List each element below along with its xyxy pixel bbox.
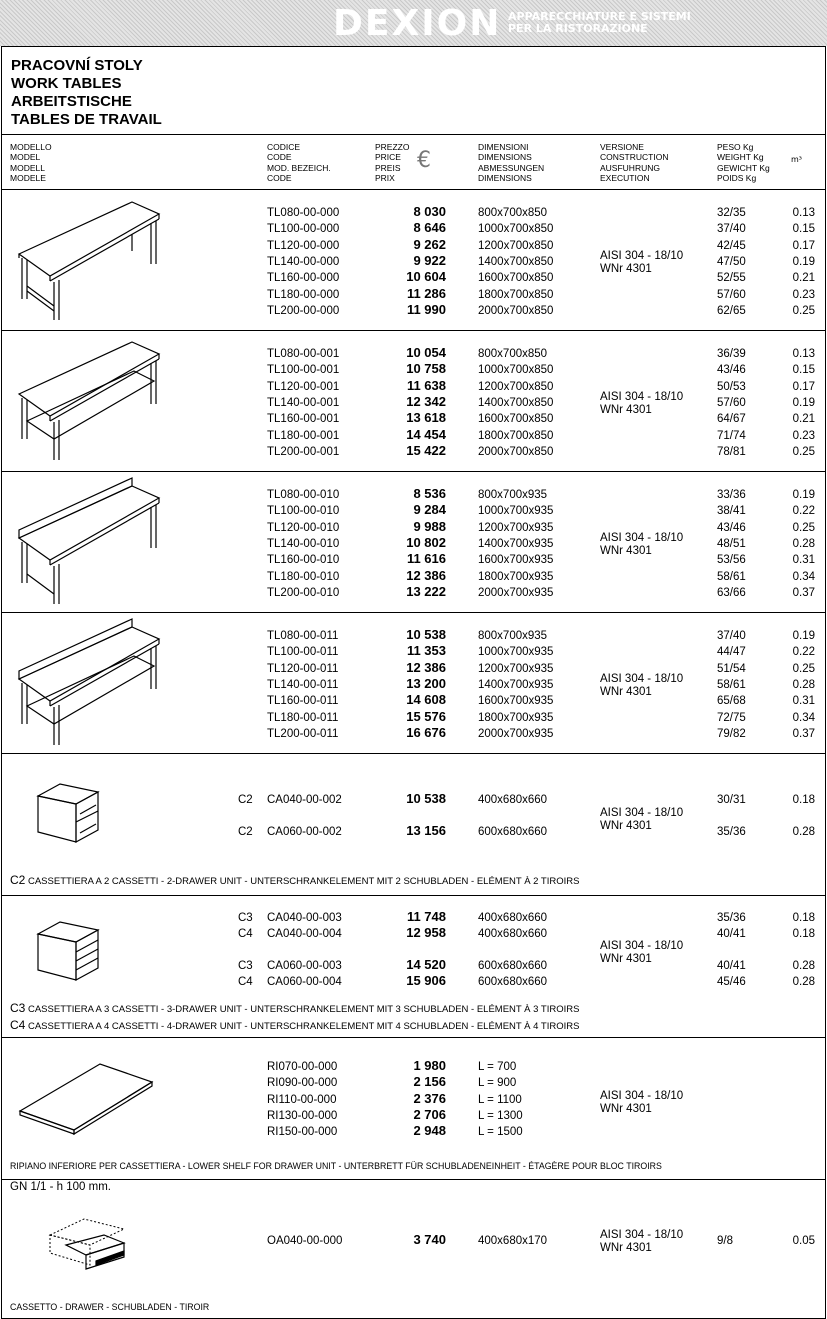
product-price: 10 802 [406,534,446,550]
product-dimensions: 400x680x660 [478,794,548,806]
product-price: 8 646 [413,220,446,236]
product-code: CA040-00-002 [267,794,342,806]
product-weight: 57/60 [717,288,746,301]
divider [1,134,826,135]
product-weight: 43/46 [717,364,746,377]
title-en: WORK TABLES [11,75,122,92]
work-table-illustration [14,196,164,326]
material-spec: WNr 4301 [600,953,652,965]
material-spec: AISI 304 - 18/10 [600,1090,684,1102]
brand-tagline [508,11,691,35]
drawer-unit-caption: C3 CASSETTIERA A 3 CASSETTI - 3-DRAWER UNIT - UNTERSCHRANKELEMENT MIT 3 SCHUBLADEN - ELÉMENT À 3 TIROIRS [10,1001,580,1015]
divider [1,612,826,613]
product-price: 13 200 [406,675,446,691]
product-code: TL100-00-000 [267,223,340,236]
product-price: 2 376 [413,1090,446,1106]
product-code: TL200-00-010 [267,586,340,599]
product-price: 1 980 [413,1058,446,1073]
product-weight: 64/67 [717,413,746,426]
product-volume: 0.13 [792,207,815,219]
col-header-code: CODICE CODE MOD. BEZEICH. CODE [267,142,331,184]
product-dimensions: 1600x700x935 [478,695,554,708]
material-spec: AISI 304 - 18/10 [600,1229,684,1241]
product-volume: 0.22 [792,505,815,518]
product-code: CA060-00-003 [267,960,342,972]
product-volume: 0.13 [792,348,815,360]
product-dimensions: 600x680x660 [478,976,548,988]
product-price: 8 536 [413,486,446,501]
gn-drawer-heading: GN 1/1 - h 100 mm. [10,1181,111,1193]
lower-shelf-caption: RIPIANO INFERIORE PER CASSETTIERA - LOWER SHELF FOR DRAWER UNIT - UNTERBRETT FÜR SCHUBLADENEINHEIT - ÉTAGÈRE POUR BLOC TIROIRS [10,1161,662,1171]
product-dimensions: 400x680x660 [478,912,548,924]
dexion-logo: DEXION [333,3,502,44]
work-table-upstand-shelf-illustration [14,615,164,751]
product-price: 10 054 [406,345,446,360]
product-volume: 0.18 [792,928,815,940]
product-volume: 0.37 [792,727,815,740]
product-weight: 45/46 [717,976,746,988]
product-code: TL200-00-011 [267,727,339,740]
product-price: 2 948 [413,1123,446,1139]
product-price: 12 386 [406,659,446,675]
product-price: 16 676 [406,724,446,740]
lower-shelf-illustration [18,1058,168,1138]
product-dimensions: 2000x700x935 [478,586,554,599]
product-code: TL140-00-000 [267,255,340,268]
material-spec: AISI 304 - 18/10 [600,391,684,403]
product-dimensions: 1800x700x850 [478,429,554,442]
col-header-model: MODELLO MODEL MODELL MODELE [10,142,52,184]
product-code: TL080-00-010 [267,489,340,501]
product-code: TL120-00-000 [267,239,340,252]
product-dimensions: 1200x700x935 [478,662,554,675]
drawer-type-tag: C2 [238,826,253,838]
page-title [11,57,162,129]
product-code: RI130-00-000 [267,1109,338,1122]
product-price: 11 286 [406,285,446,301]
product-weight: 53/56 [717,554,746,567]
product-dimensions: 1800x700x850 [478,288,554,301]
euro-icon: € [417,148,431,173]
product-dimensions: L = 1300 [478,1109,523,1122]
drawer-type-tag: C4 [238,976,253,988]
product-weight: 58/61 [717,570,746,583]
product-dimensions: 2000x700x850 [478,445,554,458]
product-dimensions: 2000x700x935 [478,727,554,740]
product-weight: 79/82 [717,727,746,740]
product-code: TL100-00-011 [267,646,339,659]
material-spec: AISI 304 - 18/10 [600,250,684,262]
product-code: TL180-00-011 [267,711,339,724]
product-price: 13 156 [406,823,446,838]
product-weight: 38/41 [717,505,746,518]
product-dimensions: L = 1500 [478,1126,523,1139]
product-dimensions: 1600x700x935 [478,554,554,567]
product-code: CA040-00-003 [267,912,342,924]
product-dimensions: 1000x700x850 [478,223,554,236]
product-dimensions: 1200x700x850 [478,380,554,393]
divider [1,189,826,190]
product-price: 11 990 [406,301,446,317]
product-price: 12 386 [406,567,446,583]
product-volume: 0.34 [792,711,815,724]
product-weight: 58/61 [717,678,746,691]
product-volume: 0.18 [792,912,815,924]
divider [1,471,826,472]
product-price: 9 988 [413,518,446,534]
product-volume: 0.21 [792,413,815,426]
product-volume: 0.19 [792,255,815,268]
product-price: 14 520 [406,957,446,972]
divider [1,1037,826,1038]
product-dimensions: 400x680x170 [478,1235,548,1247]
product-price: 12 958 [406,925,446,940]
product-code: TL140-00-010 [267,537,340,550]
product-code: TL180-00-010 [267,570,340,583]
material-spec: AISI 304 - 18/10 [600,940,684,952]
product-code: CA060-00-004 [267,976,342,988]
material-spec: WNr 4301 [600,545,652,557]
material-spec: AISI 304 - 18/10 [600,807,684,819]
product-code: RI090-00-000 [267,1077,338,1090]
work-table-upstand-illustration [14,474,164,610]
gn-drawer-illustration [46,1215,132,1281]
col-header-volume: m³ [791,155,802,164]
product-price: 15 422 [406,442,446,458]
tagline-line-2: PER LA RISTORAZIONE [508,22,648,35]
product-price: 10 538 [406,791,446,806]
product-dimensions: 1400x700x935 [478,678,554,691]
material-spec: WNr 4301 [600,686,652,698]
product-code: RI150-00-000 [267,1126,338,1139]
product-price: 15 576 [406,708,446,724]
product-code: TL180-00-001 [267,429,340,442]
product-price: 9 922 [413,252,446,268]
work-table-shelf-illustration [14,336,164,466]
product-dimensions: 1600x700x850 [478,272,554,285]
product-price: 9 262 [413,236,446,252]
product-price: 12 342 [406,393,446,409]
material-spec: WNr 4301 [600,263,652,275]
product-weight: 40/41 [717,960,746,972]
product-weight: 32/35 [717,207,746,219]
product-code: TL180-00-000 [267,288,340,301]
product-weight: 65/68 [717,695,746,708]
material-spec: AISI 304 - 18/10 [600,532,684,544]
product-volume: 0.31 [792,554,815,567]
product-dimensions: 800x700x935 [478,489,548,501]
product-code: TL160-00-011 [267,695,339,708]
product-volume: 0.28 [792,826,815,838]
product-weight: 30/31 [717,794,746,806]
product-price: 11 748 [406,909,446,924]
product-code: TL080-00-000 [267,207,340,219]
product-code: OA040-00-000 [267,1235,343,1247]
product-volume: 0.25 [792,304,815,317]
product-price: 8 030 [413,204,446,219]
product-code: RI110-00-000 [267,1093,337,1106]
product-weight: 71/74 [717,429,746,442]
product-volume: 0.19 [792,630,815,642]
product-weight: 57/60 [717,396,746,409]
product-weight: 63/66 [717,586,746,599]
product-code: TL080-00-001 [267,348,340,360]
product-code: TL120-00-010 [267,521,340,534]
product-price: 2 706 [413,1106,446,1122]
product-weight: 47/50 [717,255,746,268]
product-dimensions: 1800x700x935 [478,711,554,724]
product-price: 11 638 [406,377,446,393]
product-weight: 33/36 [717,489,746,501]
product-dimensions: 1400x700x935 [478,537,554,550]
product-price: 2 156 [413,1074,446,1090]
product-dimensions: 1400x700x850 [478,255,554,268]
product-weight: 42/45 [717,239,746,252]
product-code: TL100-00-001 [267,364,340,377]
product-dimensions: 800x700x935 [478,630,548,642]
product-code: TL160-00-000 [267,272,340,285]
product-volume: 0.05 [792,1235,815,1247]
material-spec: WNr 4301 [600,1242,652,1254]
material-spec: WNr 4301 [600,1103,652,1115]
product-dimensions: L = 900 [478,1077,517,1090]
material-spec: AISI 304 - 18/10 [600,673,684,685]
product-code: TL160-00-010 [267,554,340,567]
drawer-type-tag: C4 [238,928,253,940]
col-header-price: PREZZO PRICE PREIS PRIX [375,142,410,184]
product-weight: 37/40 [717,223,746,236]
title-de: ARBEITSTISCHE [11,93,132,110]
product-code: TL100-00-010 [267,505,340,518]
product-volume: 0.23 [792,288,815,301]
title-fr: TABLES DE TRAVAIL [11,111,162,128]
drawer-unit-2-illustration [34,782,104,844]
product-dimensions: 1200x700x935 [478,521,554,534]
drawer-type-tag: C3 [238,960,253,972]
product-code: TL080-00-011 [267,630,339,642]
product-dimensions: 1800x700x935 [478,570,554,583]
product-code: TL120-00-001 [267,380,340,393]
drawer-type-tag: C3 [238,912,253,924]
product-code: TL140-00-001 [267,396,340,409]
product-weight: 44/47 [717,646,746,659]
product-weight: 35/36 [717,826,746,838]
product-dimensions: 800x700x850 [478,207,548,219]
product-weight: 52/55 [717,272,746,285]
product-volume: 0.19 [792,489,815,501]
product-weight: 36/39 [717,348,746,360]
product-volume: 0.28 [792,960,815,972]
product-volume: 0.15 [792,223,815,236]
product-code: TL200-00-001 [267,445,340,458]
product-volume: 0.18 [792,794,815,806]
product-volume: 0.28 [792,678,815,691]
product-weight: 40/41 [717,928,746,940]
product-weight: 78/81 [717,445,746,458]
product-price: 9 284 [413,502,446,518]
product-weight: 51/54 [717,662,746,675]
col-header-version: VERSIONE CONSTRUCTION AUSFUHRUNG EXECUTION [600,142,669,184]
product-code: TL120-00-011 [267,662,339,675]
product-dimensions: 400x680x660 [478,928,548,940]
product-volume: 0.17 [792,380,815,393]
product-volume: 0.37 [792,586,815,599]
product-volume: 0.25 [792,662,815,675]
drawer-type-tag: C2 [238,794,253,806]
product-weight: 48/51 [717,537,746,550]
col-header-dimensions: DIMENSIONI DIMENSIONS ABMESSUNGEN DIMENSIONS [478,142,545,184]
product-dimensions: 1000x700x935 [478,646,554,659]
product-price: 15 906 [406,973,446,988]
divider [1,330,826,331]
product-volume: 0.28 [792,537,815,550]
brand-header [0,0,827,46]
gn-drawer-caption: CASSETTO - DRAWER - SCHUBLADEN - TIROIR [10,1302,210,1312]
product-price: 10 758 [406,361,446,377]
product-weight: 43/46 [717,521,746,534]
product-volume: 0.19 [792,396,815,409]
product-weight: 9/8 [717,1235,733,1247]
product-dimensions: L = 1100 [478,1093,522,1106]
tagline-line-1: APPARECCHIATURE E SISTEMI [508,10,691,23]
product-volume: 0.25 [792,521,815,534]
product-price: 10 604 [406,269,446,285]
product-weight: 72/75 [717,711,746,724]
product-code: CA060-00-002 [267,826,342,838]
material-spec: WNr 4301 [600,820,652,832]
product-weight: 37/40 [717,630,746,642]
product-volume: 0.28 [792,976,815,988]
product-code: CA040-00-004 [267,928,342,940]
product-price: 3 740 [413,1232,446,1247]
divider [1,895,826,896]
product-price: 14 454 [406,426,446,442]
drawer-unit-4-illustration [34,920,104,982]
divider [1,1179,826,1180]
product-code: RI070-00-000 [267,1061,338,1073]
product-price: 13 222 [406,583,446,599]
material-spec: WNr 4301 [600,404,652,416]
product-dimensions: L = 700 [478,1061,517,1073]
drawer-unit-2-caption: C2 CASSETTIERA A 2 CASSETTI - 2-DRAWER UNIT - UNTERSCHRANKELEMENT MIT 2 SCHUBLADEN - ELÉMENT À 2 TIROIRS [10,873,580,887]
product-price: 11 616 [406,551,446,567]
product-volume: 0.23 [792,429,815,442]
product-weight: 62/65 [717,304,746,317]
product-price: 13 618 [406,410,446,426]
product-volume: 0.15 [792,364,815,377]
product-dimensions: 1200x700x850 [478,239,554,252]
drawer-unit-caption: C4 CASSETTIERA A 4 CASSETTI - 4-DRAWER UNIT - UNTERSCHRANKELEMENT MIT 4 SCHUBLADEN - ELÉMENT À 4 TIROIRS [10,1018,580,1032]
product-code: TL200-00-000 [267,304,340,317]
product-volume: 0.22 [792,646,815,659]
product-dimensions: 800x700x850 [478,348,548,360]
product-weight: 50/53 [717,380,746,393]
divider [1,753,826,754]
product-volume: 0.21 [792,272,815,285]
product-weight: 35/36 [717,912,746,924]
product-dimensions: 1400x700x850 [478,396,554,409]
product-price: 11 353 [406,643,446,659]
product-volume: 0.25 [792,445,815,458]
product-dimensions: 600x680x660 [478,826,548,838]
product-volume: 0.31 [792,695,815,708]
product-dimensions: 1600x700x850 [478,413,554,426]
product-dimensions: 1000x700x935 [478,505,554,518]
product-dimensions: 2000x700x850 [478,304,554,317]
product-dimensions: 600x680x660 [478,960,548,972]
product-volume: 0.34 [792,570,815,583]
product-code: TL160-00-001 [267,413,340,426]
product-price: 10 538 [406,627,446,642]
title-cz: PRACOVNÍ STOLY [11,57,143,74]
product-volume: 0.17 [792,239,815,252]
product-code: TL140-00-011 [267,678,339,691]
product-price: 14 608 [406,692,446,708]
col-header-weight: PESO Kg WEIGHT Kg GEWICHT Kg POIDS Kg [717,142,770,184]
product-dimensions: 1000x700x850 [478,364,554,377]
